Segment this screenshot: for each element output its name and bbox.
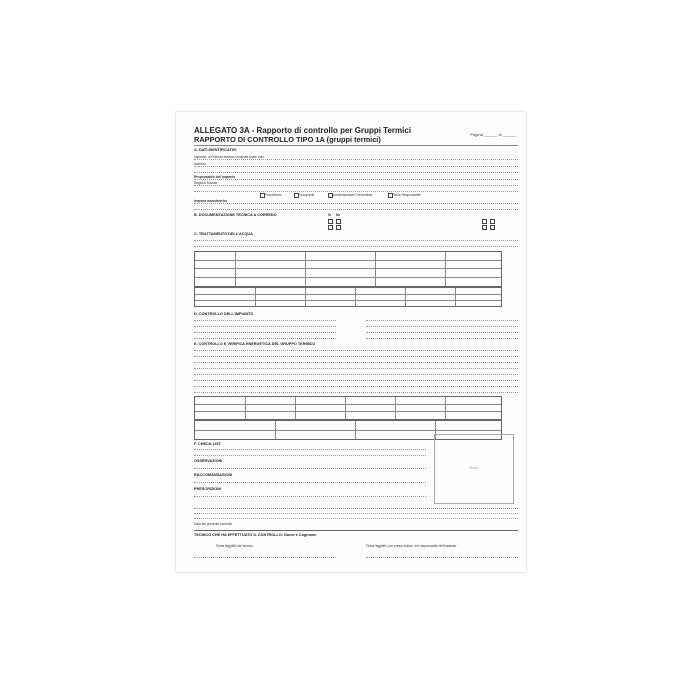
occupante-label: Occupante — [299, 193, 315, 197]
doc-checkbox[interactable] — [328, 219, 333, 224]
proprietario-label: Proprietario — [265, 193, 282, 197]
doc-checkbox[interactable] — [490, 219, 495, 224]
form-subtitle: RAPPORTO DI CONTROLLO TIPO 1A (gruppi termici) — [194, 135, 381, 144]
ragione-sociale-label: Ragione Sociale — [194, 181, 218, 185]
prescrizioni-title: PRESCRIZIONI — [194, 487, 222, 491]
form-row[interactable] — [366, 326, 518, 327]
water-table-2 — [194, 287, 502, 307]
form-row[interactable] — [194, 320, 336, 321]
section-c-title: C. TRATTAMENTO DELL'ACQUA — [194, 232, 253, 236]
section-f-title: F. CHECK-LIST — [194, 442, 221, 446]
form-row[interactable] — [194, 166, 518, 167]
stamp-box — [434, 434, 514, 504]
water-table — [194, 251, 502, 287]
form-row[interactable] — [194, 468, 426, 469]
form-row[interactable] — [194, 338, 336, 339]
doc-checkbox[interactable] — [482, 225, 487, 230]
form-row[interactable] — [194, 185, 518, 186]
page-number: Pagina ______ di ______ — [470, 132, 516, 137]
impresa-label: Impresa manutentrice — [194, 199, 228, 203]
form-row[interactable] — [194, 172, 518, 173]
form-row[interactable] — [194, 368, 518, 369]
combustion-table — [194, 396, 502, 420]
of-label: di — [498, 132, 502, 137]
form-row[interactable] — [194, 482, 426, 483]
form-row[interactable] — [194, 246, 518, 247]
si-header: Si — [328, 213, 332, 217]
section-b-title: B. DOCUMENTAZIONE TECNICA A CORREDO — [194, 213, 277, 217]
section-e-title: E. CONTROLLO E VERIFICA ENERGETICA DEL GRUPPO TERMICO — [194, 342, 316, 346]
form-row[interactable] — [194, 191, 518, 192]
form-row[interactable] — [194, 518, 518, 519]
doc-checkbox[interactable] — [482, 219, 487, 224]
indirizzo-label: Indirizzo — [194, 162, 206, 166]
form-row[interactable] — [194, 356, 518, 357]
section-a-title: A. DATI IDENTIFICATIVI — [194, 148, 237, 152]
no-header: No — [336, 213, 341, 217]
doc-checkbox[interactable] — [336, 225, 341, 230]
form-row[interactable] — [366, 332, 518, 333]
signature-line[interactable] — [366, 557, 518, 558]
form-row[interactable] — [194, 159, 518, 160]
doc-checkbox[interactable] — [328, 225, 333, 230]
doc-checkbox[interactable] — [490, 225, 495, 230]
section-d-title: D. CONTROLLO DELL'IMPIANTO — [194, 312, 254, 316]
form-row[interactable] — [194, 240, 518, 241]
form-row[interactable] — [194, 362, 518, 363]
amministratore-label: Amministratore Condominio — [333, 193, 373, 197]
form-row[interactable] — [366, 320, 518, 321]
form-row[interactable] — [194, 326, 336, 327]
firma-tecnico-label: Firma leggibile del tecnico — [216, 544, 253, 548]
impianto-label: Impianto: di Potenza termica nominale totale max — [194, 155, 264, 159]
form-row[interactable] — [194, 496, 426, 497]
responsabile-label: Responsabile dell'impianto — [194, 175, 236, 179]
form-row[interactable] — [194, 203, 518, 204]
raccomandazioni-title: RACCOMANDAZIONI — [194, 473, 233, 477]
title-divider — [194, 145, 518, 146]
form-row[interactable] — [194, 513, 518, 514]
osservazioni-title: OSSERVAZIONI — [194, 459, 223, 463]
form-row[interactable] — [194, 380, 518, 381]
form-sheet — [176, 112, 526, 572]
data-controllo-label: Data del presente controllo — [194, 522, 233, 526]
signature-line[interactable] — [194, 557, 336, 558]
form-row[interactable] — [194, 350, 518, 351]
form-row[interactable] — [194, 455, 426, 456]
form-row[interactable] — [194, 392, 518, 393]
form-row[interactable] — [194, 179, 518, 180]
form-row[interactable] — [194, 374, 518, 375]
form-row[interactable] — [194, 449, 426, 450]
doc-checkbox[interactable] — [336, 219, 341, 224]
form-row[interactable] — [194, 332, 336, 333]
form-row[interactable] — [194, 508, 518, 509]
tecnico-divider — [194, 530, 518, 531]
form-row[interactable] — [366, 338, 518, 339]
firma-responsabile-label: Firma leggibile, per presa visione, del responsabile dell'impianto — [366, 544, 457, 548]
form-title: ALLEGATO 3A - Rapporto di controllo per Gruppi Termici — [194, 126, 412, 135]
form-row[interactable] — [194, 209, 518, 210]
tecnico-title: TECNICO CHE HA EFFETTUATO IL CONTROLLO: Nome e Cognome — [194, 533, 317, 537]
terzo-label: Terzo Responsabile — [393, 193, 421, 197]
page-label: Pagina — [470, 132, 483, 137]
form-row[interactable] — [194, 386, 518, 387]
stamp-label: Bollo — [469, 465, 479, 470]
